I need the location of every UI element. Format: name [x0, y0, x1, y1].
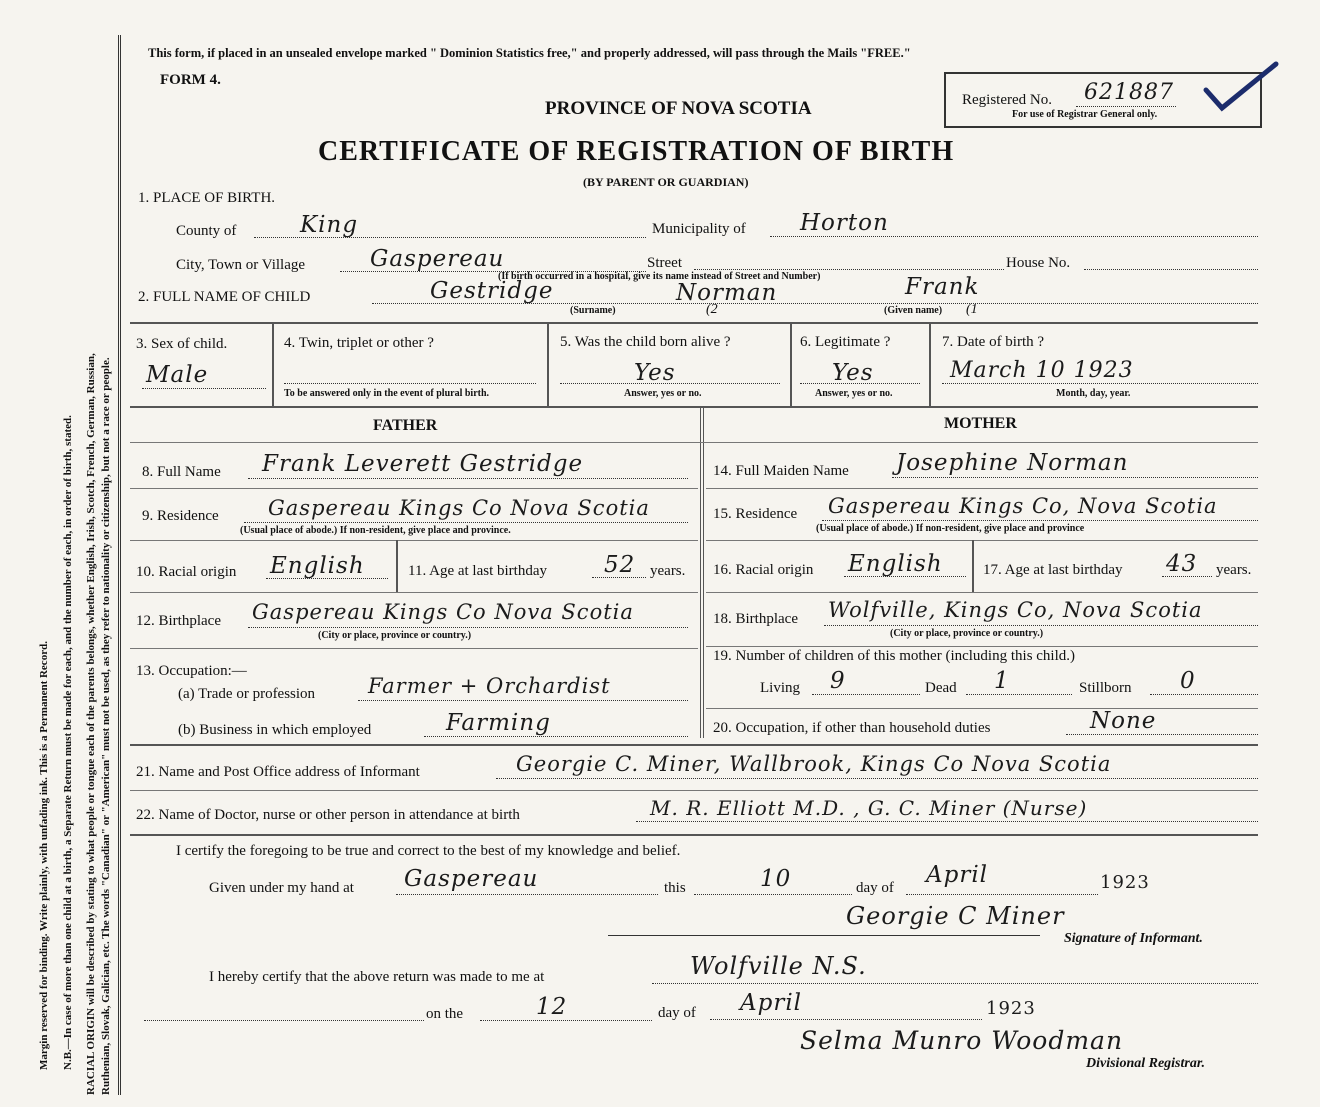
registrar-text: I hereby certify that the above return was made to me at: [209, 969, 545, 985]
municipality-value: Horton: [800, 210, 889, 236]
registrar-left-line: [144, 1020, 424, 1021]
sex-value: Male: [146, 362, 209, 388]
row3-divider-3: [790, 322, 792, 406]
mother-birthplace: Wolfville, Kings Co, Nova Scotia: [828, 598, 1203, 622]
doctor-value: M. R. Elliott M.D. , G. C. Miner (Nurse): [650, 796, 1088, 820]
registered-label: Registered No.: [962, 92, 1052, 108]
mother-racial-label: 16. Racial origin: [713, 562, 814, 578]
father-racial: English: [270, 553, 365, 579]
father-residence-label: 9. Residence: [142, 508, 219, 524]
street-line: [694, 269, 1004, 270]
registrar-day-line: [480, 1020, 652, 1021]
province-heading: PROVINCE OF NOVA SCOTIA: [545, 98, 812, 119]
hospital-note: (If birth occurred in a hospital, give its name instead of Street and Number): [498, 271, 821, 282]
binding-line: [118, 35, 121, 1095]
legitimate-value: Yes: [832, 360, 874, 386]
doctor-label: 22. Name of Doctor, nurse or other person in attendance at birth: [136, 807, 520, 823]
mother-occupation-label: 20. Occupation, if other than household duties: [713, 720, 991, 736]
margin-note-nb: N.B.—In case of more than one child at a birth, a Separate Return must be made for each, and the number of each, in order of birth, stated.: [62, 415, 74, 1070]
certify-day-line: [694, 894, 852, 895]
father-birthplace-note: (City or place, province or country.): [318, 630, 472, 641]
father-trade-line: [358, 700, 688, 701]
mother-row14-line: [706, 488, 1258, 489]
doctor-line: [636, 821, 1258, 822]
informant-label: 21. Name and Post Office address of Informant: [136, 764, 420, 780]
mother-years: years.: [1216, 562, 1252, 578]
mother-name-label: 14. Full Maiden Name: [713, 463, 849, 479]
sex-label: 3. Sex of child.: [136, 336, 228, 352]
father-row10-divider: [396, 540, 398, 592]
doctor-bottom-line: [130, 834, 1258, 836]
dead-label: Dead: [925, 680, 957, 696]
mother-residence-note: (Usual place of abode.) If non-resident, give place and province: [816, 523, 1085, 534]
registrar-place: Wolfville N.S.: [690, 952, 867, 980]
mother-row16-line: [706, 592, 1258, 593]
row3-top-line: [130, 322, 1258, 324]
father-business-label: (b) Business in which employed: [178, 722, 372, 738]
legitimate-label: 6. Legitimate ?: [800, 334, 891, 350]
father-row12-line: [130, 648, 698, 649]
father-residence: Gaspereau Kings Co Nova Scotia: [268, 496, 650, 520]
dob-label: 7. Date of birth ?: [942, 334, 1045, 350]
alive-label: 5. Was the child born alive ?: [560, 334, 731, 350]
given-place-line: [396, 894, 658, 895]
check-mark-icon: [1200, 58, 1280, 114]
house-label: House No.: [1006, 255, 1071, 271]
registrar-day-of: day of: [658, 1005, 696, 1021]
father-age: 52: [604, 552, 636, 578]
mother-birthplace-label: 18. Birthplace: [713, 611, 798, 627]
legitimate-note: Answer, yes or no.: [815, 388, 893, 399]
mother-children-label: 19. Number of children of this mother (including this child.): [713, 648, 1076, 664]
father-years: years.: [650, 563, 686, 579]
row3-divider-4: [929, 322, 931, 406]
child-name-label: 2. FULL NAME OF CHILD: [138, 289, 311, 305]
child-surname: Gestridge: [430, 278, 554, 304]
mother-age-label: 17. Age at last birthday: [983, 562, 1123, 578]
informant-signature: Georgie C Miner: [846, 902, 1065, 930]
dead-value: 1: [994, 668, 1010, 694]
mother-occupation-line: [1066, 734, 1258, 735]
father-business-line: [424, 736, 688, 737]
certify-year: 1923: [1100, 872, 1150, 893]
certify-day: 10: [760, 866, 792, 892]
child-middle-name: Norman: [676, 280, 778, 306]
this-label: this: [664, 880, 686, 896]
registrar-note: For use of Registrar General only.: [1012, 109, 1158, 120]
father-name-line: [248, 478, 688, 479]
father-heading: FATHER: [373, 417, 438, 434]
twin-note: To be answered only in the event of plural birth.: [284, 388, 490, 399]
mother-residence-label: 15. Residence: [713, 506, 798, 522]
father-birthplace: Gaspereau Kings Co Nova Scotia: [252, 600, 634, 624]
middle-order-mark: (2: [706, 302, 718, 317]
dead-line: [966, 694, 1072, 695]
mother-birthplace-line: [824, 625, 1258, 626]
margin-note-racial-2: Ruthenian, Slovak, Galician, etc. The words "Canadian" or "American" must not be used, as they refer to nationality or citizenship, but not a race or people.: [100, 357, 112, 1095]
county-label: County of: [176, 223, 237, 239]
father-row9-line: [130, 540, 698, 541]
row3-divider-1: [272, 322, 274, 406]
father-residence-note: (Usual place of abode.) If non-resident, give place and province.: [240, 525, 511, 536]
stillborn-label: Stillborn: [1079, 680, 1132, 696]
registrar-month-line: [710, 1019, 982, 1020]
father-residence-line: [244, 522, 688, 523]
form-number: FORM 4.: [160, 72, 221, 88]
surname-note: (Surname): [570, 305, 616, 316]
house-line: [1084, 269, 1258, 270]
registrar-month: April: [740, 990, 803, 1016]
registered-line: [1076, 106, 1176, 107]
mother-name-line: [892, 477, 1258, 478]
stillborn-line: [1150, 694, 1258, 695]
given-order-mark: (1: [966, 302, 978, 317]
father-trade: Farmer + Orchardist: [368, 674, 611, 698]
informant-value: Georgie C. Miner, Wallbrook, Kings Co Nova Scotia: [516, 752, 1112, 776]
given-name-note: (Given name): [884, 305, 943, 316]
street-label: Street: [647, 255, 682, 271]
informant-signature-label: Signature of Informant.: [1064, 931, 1203, 946]
mother-row19-line: [706, 708, 1258, 709]
dob-note: Month, day, year.: [1056, 388, 1131, 399]
registrar-year: 1923: [986, 998, 1036, 1019]
municipality-label: Municipality of: [652, 221, 746, 237]
mother-age: 43: [1166, 551, 1198, 577]
living-label: Living: [760, 680, 800, 696]
mother-residence-line: [822, 520, 1258, 521]
mail-notice: This form, if placed in an unsealed envelope marked " Dominion Statistics free," and properly addressed, will pass through the Mails "FREE.": [148, 46, 911, 60]
mother-row16-divider: [972, 540, 974, 592]
parents-top-line: [130, 406, 1258, 408]
place-of-birth-heading: 1. PLACE OF BIRTH.: [138, 190, 276, 206]
certificate-subtitle: (BY PARENT OR GUARDIAN): [583, 175, 749, 189]
father-row10-line: [130, 592, 698, 593]
city-label: City, Town or Village: [176, 257, 306, 273]
registrar-day: 12: [536, 994, 568, 1020]
mother-racial: English: [848, 551, 943, 577]
living-value: 9: [830, 668, 846, 694]
mother-heading: MOTHER: [944, 415, 1017, 432]
registrar-on-the: on the: [426, 1006, 464, 1022]
margin-note-racial: RACIAL ORIGIN will be described by stating to what people or tongue each of the parents belongs, whether English, Irish, Scotch, French, German, Russian,: [85, 353, 97, 1095]
mother-row18-line: [706, 646, 1258, 647]
father-business: Farming: [446, 710, 551, 736]
dob-value: March 10 1923: [950, 358, 1134, 383]
dob-line: [942, 383, 1258, 384]
parents-divider: [700, 406, 704, 738]
father-birthplace-label: 12. Birthplace: [136, 613, 221, 629]
mother-residence: Gaspereau Kings Co, Nova Scotia: [828, 494, 1218, 518]
twin-label: 4. Twin, triplet or other ?: [284, 335, 434, 351]
father-age-label: 11. Age at last birthday: [408, 563, 547, 579]
certify-day-of: day of: [856, 880, 894, 896]
informant-signature-line: [608, 935, 1040, 936]
stillborn-value: 0: [1180, 668, 1196, 694]
registrar-signature: Selma Munro Woodman: [800, 1026, 1124, 1055]
registered-number: 621887: [1084, 80, 1174, 105]
informant-bottom-line: [130, 790, 1258, 791]
parents-head-line: [130, 442, 1258, 443]
father-racial-label: 10. Racial origin: [136, 564, 237, 580]
father-birthplace-line: [248, 627, 688, 628]
informant-line: [496, 778, 1258, 779]
registrar-place-line: [652, 983, 1258, 984]
registrar-signature-label: Divisional Registrar.: [1086, 1056, 1206, 1071]
father-row8-line: [130, 488, 698, 489]
margin-note-binding: Margin reserved for binding. Write plainly, with unfading ink. This is a Permanent Record.: [38, 641, 50, 1070]
certificate-title: CERTIFICATE OF REGISTRATION OF BIRTH: [318, 136, 955, 167]
mother-row15-line: [706, 540, 1258, 541]
sex-line: [142, 388, 266, 389]
mother-name: Josephine Norman: [896, 450, 1129, 476]
certify-text: I certify the foregoing to be true and correct to the best of my knowledge and belief.: [176, 843, 681, 859]
city-value: Gaspereau: [370, 246, 505, 272]
mother-birthplace-note: (City or place, province or country.): [890, 628, 1044, 639]
informant-top-line: [130, 744, 1258, 746]
given-label: Given under my hand at: [209, 880, 354, 896]
father-trade-label: (a) Trade or profession: [178, 686, 316, 702]
child-given-name: Frank: [905, 274, 980, 300]
father-occupation-label: 13. Occupation:—: [136, 663, 247, 679]
father-name: Frank Leverett Gestridge: [262, 451, 584, 477]
county-value: King: [300, 212, 359, 238]
father-name-label: 8. Full Name: [142, 464, 221, 480]
twin-line: [284, 383, 536, 384]
municipality-line: [770, 236, 1258, 237]
mother-occupation: None: [1090, 708, 1157, 734]
living-line: [812, 694, 920, 695]
certify-month: April: [926, 862, 989, 888]
certify-month-line: [906, 894, 1098, 895]
given-place: Gaspereau: [404, 866, 539, 892]
alive-note: Answer, yes or no.: [624, 388, 702, 399]
alive-value: Yes: [634, 360, 676, 386]
row3-divider-2: [547, 322, 549, 406]
